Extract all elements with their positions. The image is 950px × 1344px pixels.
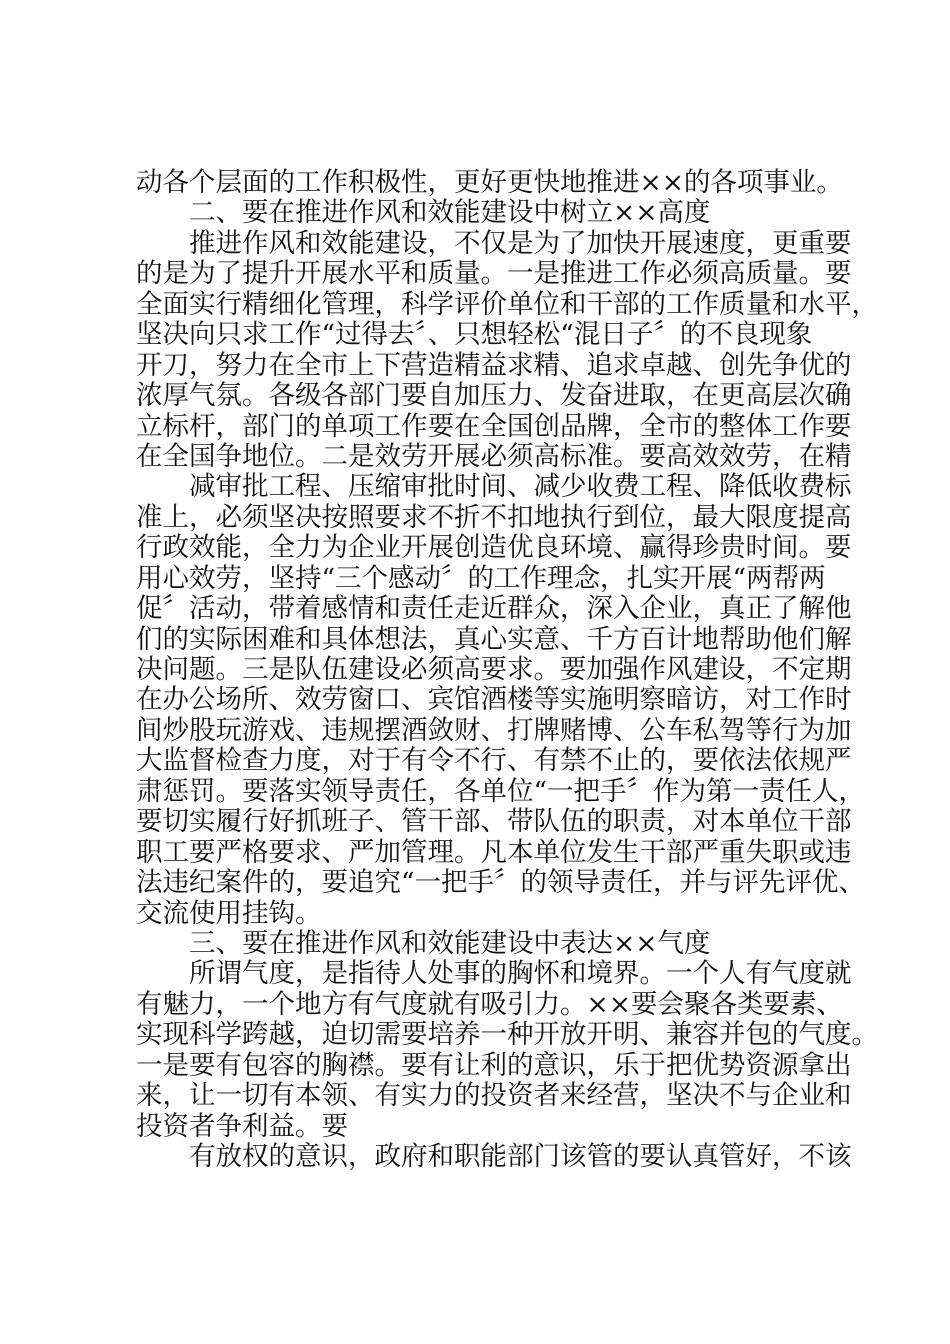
text-line: 用心效劳，坚持“三个感动〞的工作理念，扎实开展“两帮两 bbox=[136, 562, 826, 594]
text-line: 在全国争地位。二是效劳开展必须高标准。要高效效劳，在精 bbox=[136, 440, 852, 472]
text-line: 推进作风和效能建设，不仅是为了加快开展速度，更重要 bbox=[189, 227, 852, 259]
text-line: 肃惩罚。要落实领导责任，各单位“一把手〞作为第一责任人， bbox=[136, 775, 866, 807]
text-line: 三、要在推进作风和效能建设中表达××气度 bbox=[189, 927, 711, 959]
text-line: 要切实履行好抓班子、管干部、带队伍的职责，对本单位干部 bbox=[136, 806, 852, 838]
text-line: 决问题。三是队伍建设必须高要求。要加强作风建设，不定期 bbox=[136, 654, 852, 685]
text-line: 所谓气度，是指待人处事的胸怀和境界。一个人有气度就 bbox=[189, 958, 852, 990]
text-line: 大监督检查力度，对于有令不行、有禁不止的，要依法依规严 bbox=[136, 745, 852, 777]
text-line: 立标杆，部门的单项工作要在全国创品牌，全市的整体工作要 bbox=[136, 410, 852, 442]
text-line: 全面实行精细化管理，科学评价单位和干部的工作质量和水平， bbox=[136, 288, 878, 320]
text-line: 在办公场所、效劳窗口、宾馆酒楼等实施明察暗访，对工作时 bbox=[136, 684, 852, 716]
text-line: 促〞活动，带着感情和责任走近群众，深入企业，真正了解他 bbox=[136, 593, 852, 625]
text-line: 有放权的意识，政府和职能部门该管的要认真管好，不该 bbox=[189, 1141, 852, 1172]
text-line: 开刀，努力在全市上下营造精益求精、追求卓越、创先争优的 bbox=[136, 349, 852, 381]
text-line: 减审批工程、压缩审批时间、减少收费工程、降低收费标 bbox=[189, 471, 852, 503]
text-line: 间炒股玩游戏、违规摆酒敛财、打牌赌博、公车私驾等行为加 bbox=[136, 714, 852, 746]
text-line: 职工要严格要求、严加管理。凡本单位发生干部严重失职或违 bbox=[136, 836, 852, 868]
text-line: 动各个层面的工作积极性，更好更快地推进××的各项事业。 bbox=[136, 167, 843, 198]
text-line: 一是要有包容的胸襟。要有让利的意识，乐于把优势资源拿出 bbox=[136, 1049, 852, 1081]
text-line: 法违纪案件的，要追究“一把手〞的领导责任，并与评先评优、 bbox=[136, 867, 866, 899]
document-body bbox=[136, 167, 878, 1172]
text-line: 的是为了提升开展水平和质量。一是推进工作必须高质量。要 bbox=[136, 258, 852, 290]
text-line: 们的实际困难和具体想法，真心实意、千方百计地帮助他们解 bbox=[136, 623, 852, 655]
text-line: 交流使用挂钩。 bbox=[136, 897, 322, 929]
text-line: 二、要在推进作风和效能建设中树立××高度 bbox=[189, 197, 711, 229]
text-line: 来，让一切有本领、有实力的投资者来经营，坚决不与企业和 bbox=[136, 1080, 852, 1112]
text-line: 实现科学跨越，迫切需要培养一种开放开明、兼容并包的气度。 bbox=[136, 1019, 878, 1051]
text-line: 坚决向只求工作“过得去〞、只想轻松“混日子〞的不良现象 bbox=[136, 319, 813, 351]
text-line: 准上，必须坚决按照要求不折不扣地执行到位，最大限度提高 bbox=[136, 501, 852, 533]
text-line: 投资者争利益。要 bbox=[136, 1110, 348, 1142]
text-line: 有魅力，一个地方有气度就有吸引力。××要会聚各类要素、 bbox=[136, 988, 843, 1020]
text-line: 浓厚气氛。各级各部门要自加压力、发奋进取，在更高层次确 bbox=[136, 380, 852, 412]
text-line: 行政效能，全力为企业开展创造优良环境、赢得珍贵时间。要 bbox=[136, 532, 852, 564]
